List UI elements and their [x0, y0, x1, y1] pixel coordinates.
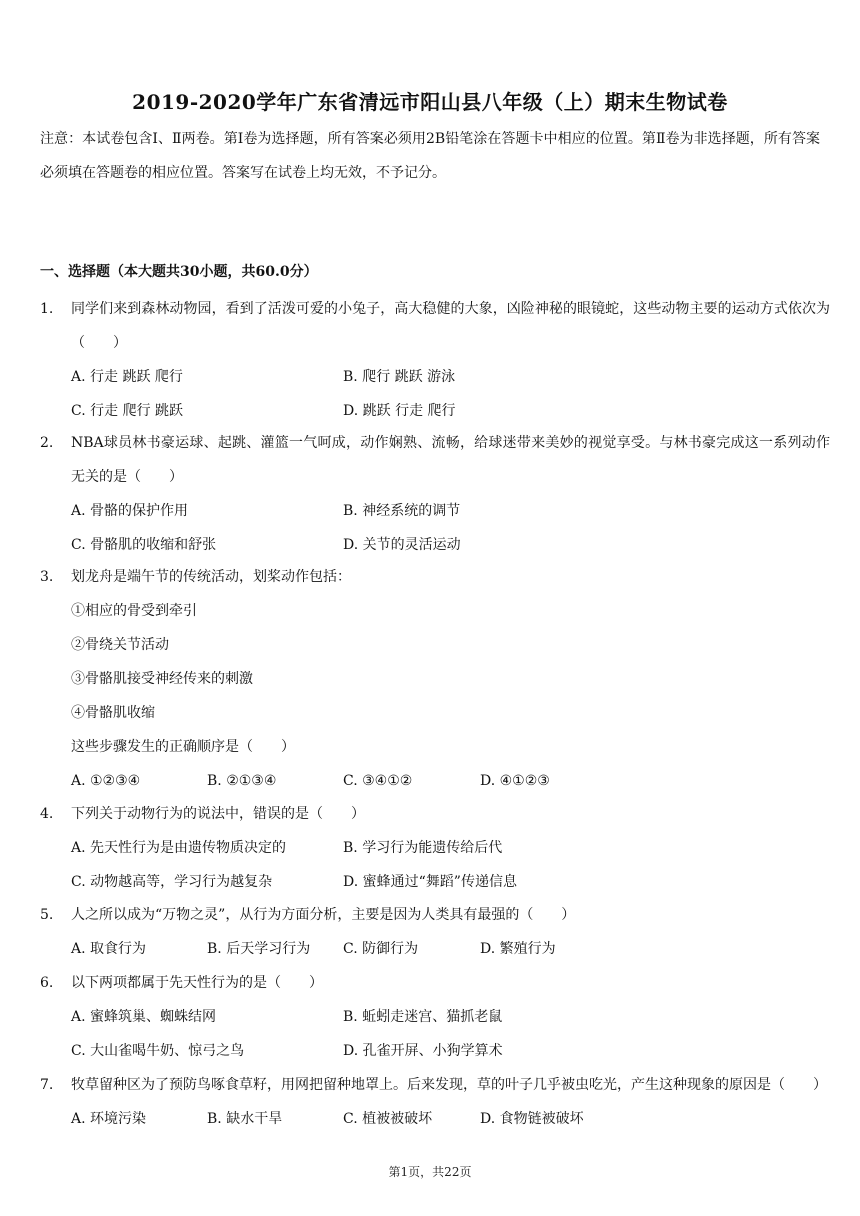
- option-row: [71, 528, 830, 562]
- question-text: 同学们来到森林动物园，看到了活泼可爱的小兔子，高大稳健的大象，凶险神秘的眼镜蛇，这些动物主要的运动方式依次为（ ）: [71, 301, 830, 351]
- option-row: [71, 360, 830, 394]
- option-b[interactable]: B. 爬行 跳跃 游泳: [343, 369, 456, 385]
- option-d[interactable]: D. 孔雀开屏、小狗学算术: [343, 1043, 503, 1059]
- question-number: 3.: [40, 569, 54, 585]
- option-c[interactable]: C. 大山雀喝牛奶、惊弓之鸟: [71, 1043, 245, 1059]
- question-text: NBA球员林书豪运球、起跳、灌篮一气呵成，动作娴熟、流畅，给球迷带来美妙的视觉享受。与林书豪完成这一系列动作无关的是（ ）: [71, 435, 830, 485]
- option-row: [71, 932, 830, 966]
- option-row: [71, 394, 830, 428]
- question-text: 牧草留种区为了预防鸟啄食草籽，用网把留种地罩上。后来发现，草的叶子几乎被虫吃光，产生这种现象的原因是（ ）: [71, 1077, 827, 1093]
- step-item: ③骨骼肌接受神经传来的刺激: [71, 671, 253, 687]
- question-7: [40, 1068, 830, 1136]
- option-b[interactable]: B. ②①③④: [207, 773, 277, 789]
- page-footer: 第1页，共22页: [388, 1165, 472, 1179]
- option-c[interactable]: C. ③④①②: [343, 773, 413, 789]
- exam-notice: 注意：本试卷包含Ⅰ、Ⅱ两卷。第Ⅰ卷为选择题，所有答案必须用2B铅笔涂在答题卡中相应的位置。第Ⅱ卷为非选择题，所有答案必须填在答题卷的相应位置。答案写在试卷上均无效，不予记分。: [40, 131, 820, 181]
- question-number: 6.: [40, 975, 54, 991]
- question-1: [40, 292, 830, 428]
- option-c[interactable]: C. 防御行为: [343, 941, 419, 957]
- question-text: 划龙舟是端午节的传统活动，划桨动作包括：: [71, 569, 351, 585]
- option-row: [71, 494, 830, 528]
- option-row: [71, 865, 830, 899]
- step-item: ②骨绕关节活动: [71, 637, 169, 653]
- question-text: 以下两项都属于先天性行为的是（ ）: [71, 975, 323, 991]
- option-b[interactable]: B. 蚯蚓走迷宫、猫抓老鼠: [343, 1009, 503, 1025]
- question-5: [40, 898, 830, 966]
- option-a[interactable]: A. 先天性行为是由遗传物质决定的: [71, 840, 287, 856]
- exam-title: 2019-2020学年广东省清远市阳山县八年级（上）期末生物试卷: [132, 90, 728, 114]
- option-row: [71, 831, 830, 865]
- question-text: 人之所以成为“万物之灵”，从行为方面分析，主要是因为人类具有最强的（ ）: [71, 907, 576, 923]
- option-d[interactable]: D. 关节的灵活运动: [343, 537, 461, 553]
- option-c[interactable]: C. 动物越高等，学习行为越复杂: [71, 874, 273, 890]
- question-prompt: 这些步骤发生的正确顺序是（ ）: [71, 739, 295, 755]
- option-b[interactable]: B. 学习行为能遗传给后代: [343, 840, 503, 856]
- question-4: [40, 797, 830, 899]
- question-2: [40, 426, 830, 562]
- option-b[interactable]: B. 缺水干旱: [207, 1111, 283, 1127]
- question-number: 5.: [40, 907, 54, 923]
- option-a[interactable]: A. 环境污染: [71, 1111, 147, 1127]
- question-number: 2.: [40, 435, 54, 451]
- option-d[interactable]: D. ④①②③: [480, 773, 550, 789]
- option-a[interactable]: A. 骨骼的保护作用: [71, 503, 189, 519]
- question-number: 4.: [40, 806, 54, 822]
- question-3: [40, 560, 830, 798]
- step-item: ①相应的骨受到牵引: [71, 603, 197, 619]
- option-a[interactable]: A. 行走 跳跃 爬行: [71, 369, 183, 385]
- option-d[interactable]: D. 跳跃 行走 爬行: [343, 403, 456, 419]
- question-number: 7.: [40, 1077, 54, 1093]
- option-a[interactable]: A. 蜜蜂筑巢、蜘蛛结网: [71, 1009, 217, 1025]
- question-6: [40, 966, 830, 1068]
- option-b[interactable]: B. 后天学习行为: [207, 941, 311, 957]
- option-row: [71, 764, 830, 798]
- question-number: 1.: [40, 301, 54, 317]
- option-d[interactable]: D. 蜜蜂通过“舞蹈”传递信息: [343, 874, 517, 890]
- step-item: ④骨骼肌收缩: [71, 705, 155, 721]
- option-d[interactable]: D. 繁殖行为: [480, 941, 556, 957]
- option-c[interactable]: C. 植被被破坏: [343, 1111, 433, 1127]
- option-d[interactable]: D. 食物链被破坏: [480, 1111, 584, 1127]
- question-text: 下列关于动物行为的说法中，错误的是（ ）: [71, 806, 365, 822]
- option-c[interactable]: C. 行走 爬行 跳跃: [71, 403, 184, 419]
- option-a[interactable]: A. ①②③④: [71, 773, 141, 789]
- option-row: [71, 1102, 830, 1136]
- option-a[interactable]: A. 取食行为: [71, 941, 147, 957]
- option-b[interactable]: B. 神经系统的调节: [343, 503, 461, 519]
- option-row: [71, 1034, 830, 1068]
- option-row: [71, 1000, 830, 1034]
- option-c[interactable]: C. 骨骼肌的收缩和舒张: [71, 537, 217, 553]
- section-heading: 一、选择题（本大题共30小题，共60.0分）: [40, 264, 318, 280]
